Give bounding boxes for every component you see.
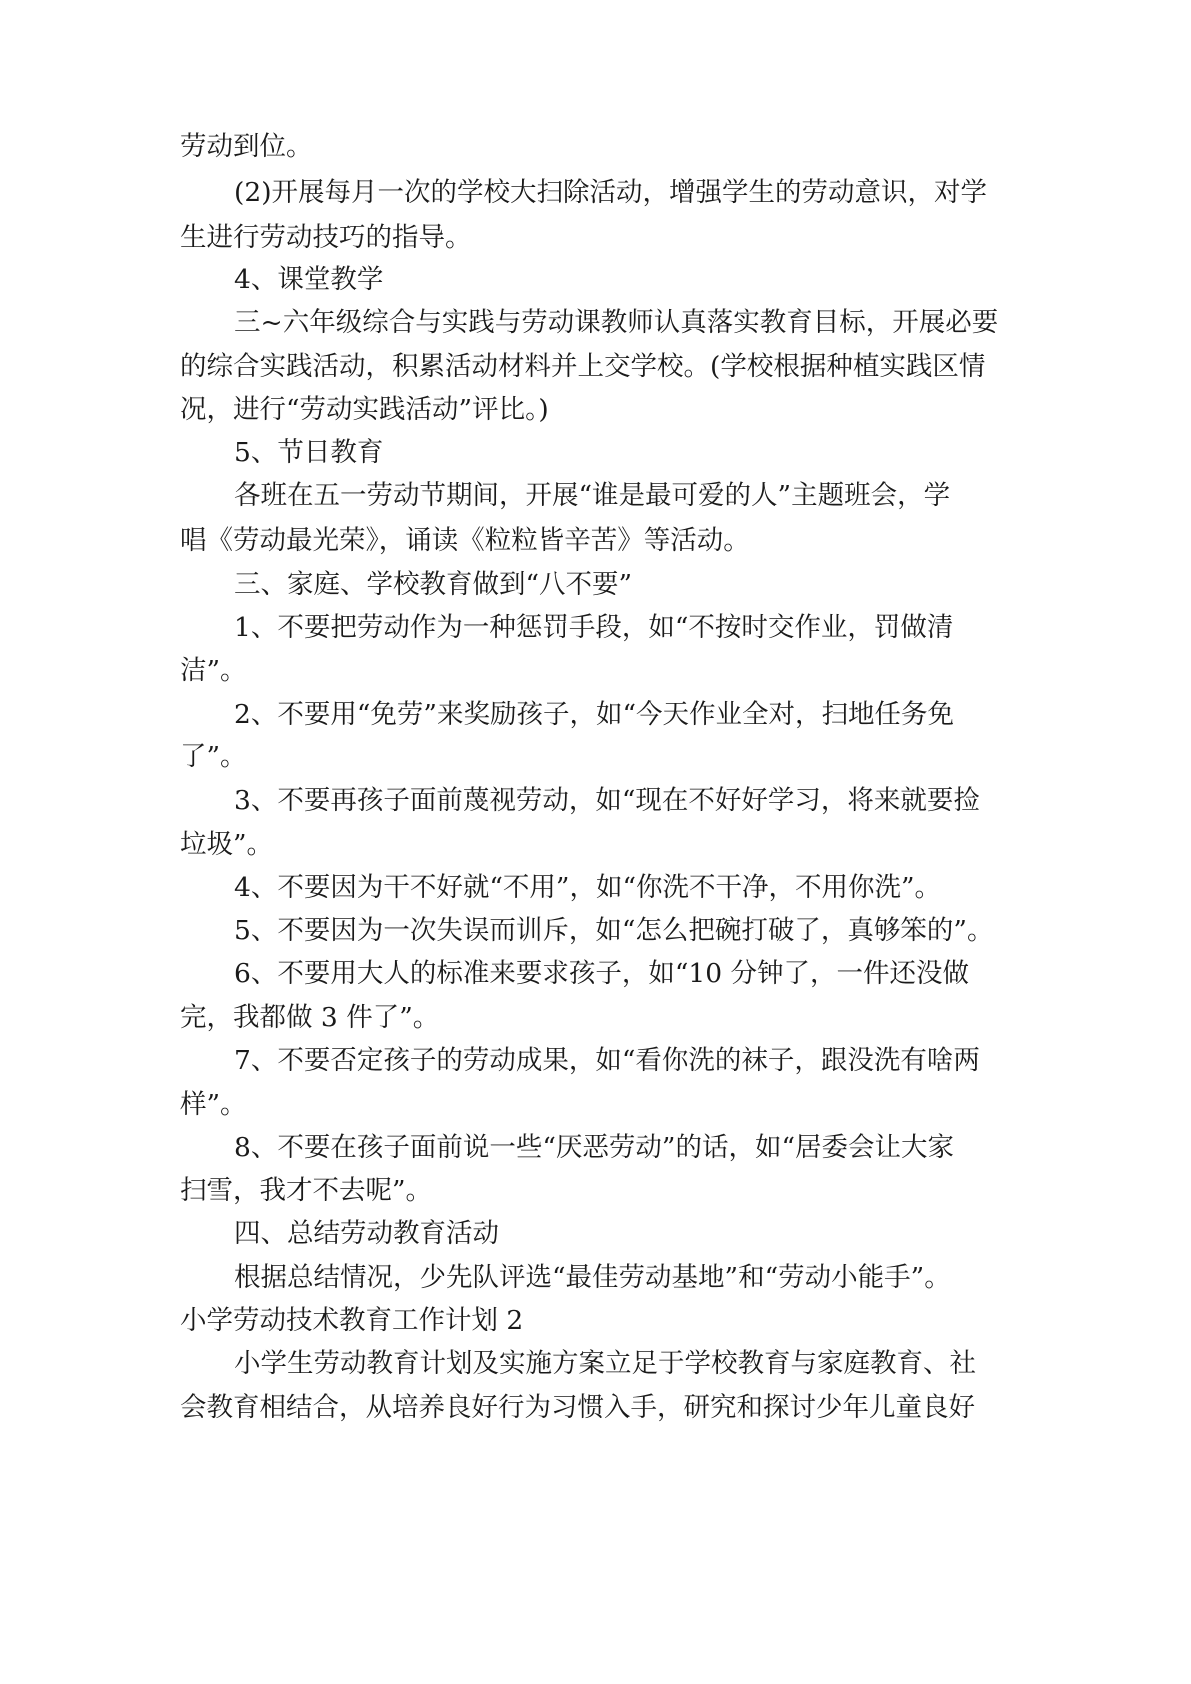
text-line: 生进行劳动技巧的指导。 bbox=[180, 222, 472, 253]
list-item: 4、不要因为干不好就“不用”，如“你洗不干净，不用你洗”。 bbox=[234, 872, 942, 903]
list-item: 1、不要把劳动作为一种惩罚手段，如“不按时交作业，罚做清 bbox=[234, 612, 954, 643]
list-item: 5、不要因为一次失误而训斥，如“怎么把碗打破了，真够笨的”。 bbox=[234, 915, 994, 946]
section-heading: 四、总结劳动教育活动 bbox=[234, 1218, 499, 1249]
text-line: 各班在五一劳动节期间，开展“谁是最可爱的人”主题班会，学 bbox=[234, 480, 951, 511]
text-line: 样”。 bbox=[180, 1089, 247, 1120]
text-line: 唱《劳动最光荣》，诵读《粒粒皆辛苦》等活动。 bbox=[180, 525, 750, 556]
text-line: 垃圾”。 bbox=[180, 829, 274, 860]
text-line: 扫雪，我才不去呢”。 bbox=[180, 1175, 433, 1206]
document-title: 小学劳动技术教育工作计划 2 bbox=[180, 1305, 524, 1336]
section-heading: 5、节日教育 bbox=[234, 437, 384, 468]
section-heading: 三、家庭、学校教育做到“八不要” bbox=[234, 569, 633, 600]
list-item: 6、不要用大人的标准来要求孩子，如“10 分钟了，一件还没做 bbox=[234, 958, 970, 989]
text-line: 会教育相结合，从培养良好行为习惯入手，研究和探讨少年儿童良好 bbox=[180, 1392, 975, 1423]
list-item: 3、不要再孩子面前蔑视劳动，如“现在不好好学习，将来就要捡 bbox=[234, 785, 980, 816]
text-line: 况，进行“劳动实践活动”评比。) bbox=[180, 394, 549, 425]
list-item: 8、不要在孩子面前说一些“厌恶劳动”的话，如“居委会让大家 bbox=[234, 1132, 955, 1163]
list-item: 2、不要用“免劳”来奖励孩子，如“今天作业全对，扫地任务免 bbox=[234, 699, 955, 730]
text-line: 的综合实践活动，积累活动材料并上交学校。(学校根据种植实践区情 bbox=[180, 351, 986, 382]
text-line: 劳动到位。 bbox=[180, 131, 313, 162]
text-line: 完，我都做 3 件了”。 bbox=[180, 1002, 440, 1033]
section-heading: 4、课堂教学 bbox=[234, 264, 384, 295]
text-line: 根据总结情况，少先队评选“最佳劳动基地”和“劳动小能手”。 bbox=[234, 1262, 951, 1293]
list-item: 7、不要否定孩子的劳动成果，如“看你洗的袜子，跟没洗有啥两 bbox=[234, 1045, 980, 1076]
text-line: (2)开展每月一次的学校大扫除活动，增强学生的劳动意识，对学 bbox=[234, 177, 988, 208]
text-line: 了”。 bbox=[180, 741, 247, 772]
text-line: 洁”。 bbox=[180, 655, 247, 686]
text-line: 小学生劳动教育计划及实施方案立足于学校教育与家庭教育、社 bbox=[234, 1348, 976, 1379]
text-line: 三~六年级综合与实践与劳动课教师认真落实教育目标，开展必要 bbox=[234, 307, 999, 338]
